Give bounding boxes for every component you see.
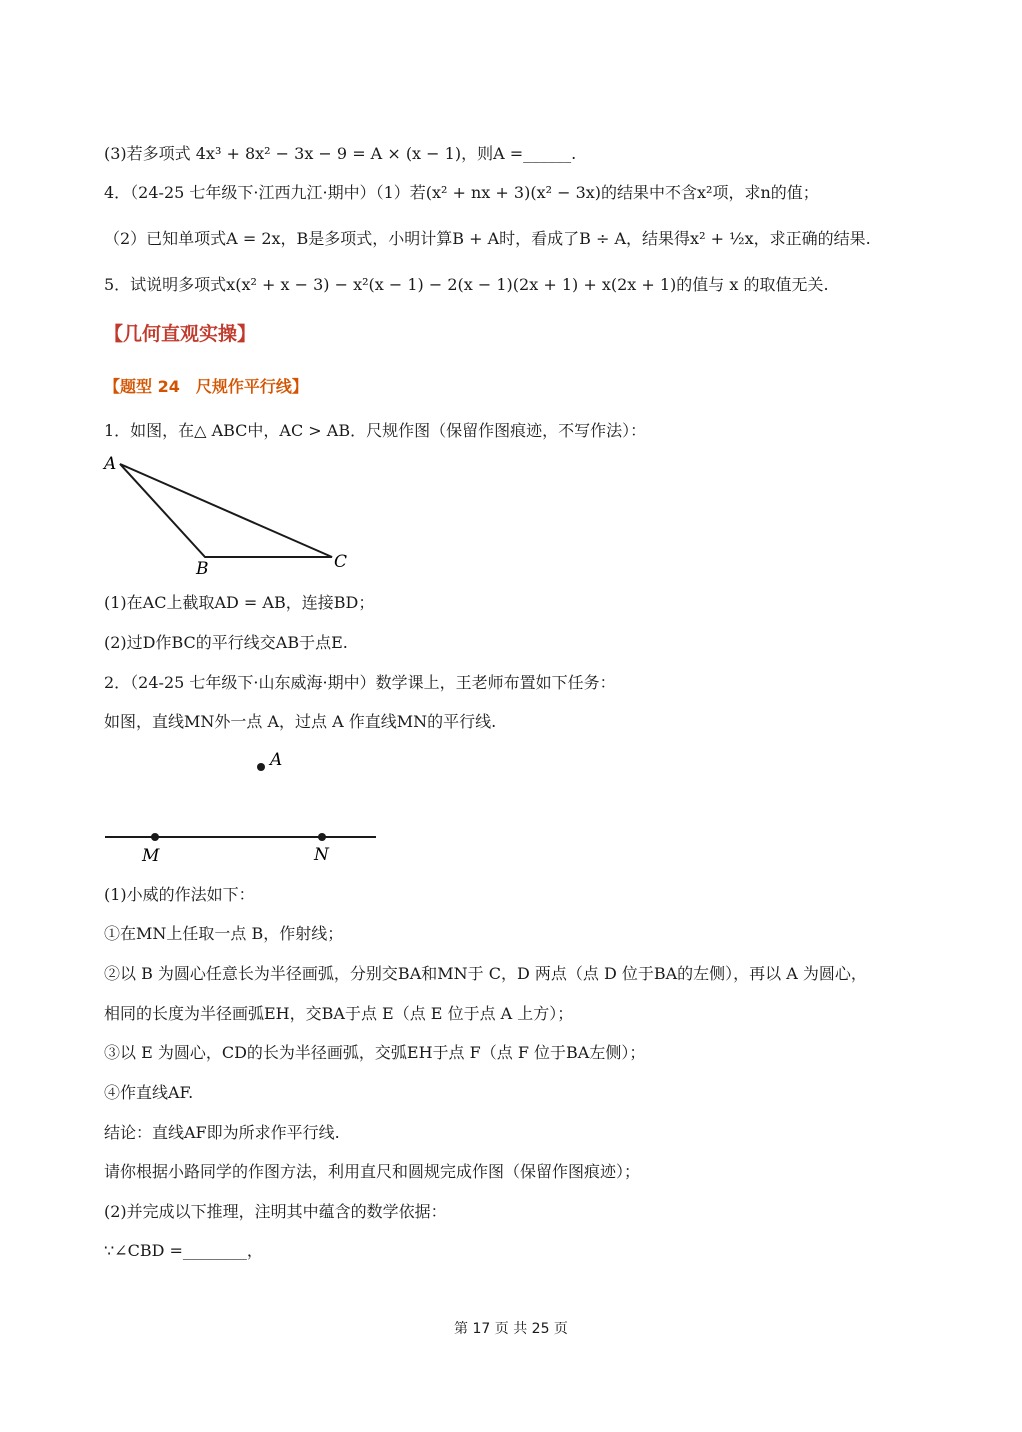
line-q5: 5．试说明多项式x(x² + x − 3) − x²(x − 1) − 2(x − 1)(2x + 1) + x(2x + 1)的值与 x 的取值无关.: [104, 275, 829, 294]
line-p1-2: (2)过D作BC的平行线交AB于点E.: [104, 633, 348, 652]
label-n: N: [314, 845, 329, 865]
line-p1-1: (1)在AC上截取AD = AB，连接BD；: [104, 593, 375, 612]
line-p2-intro: 如图，直线MN外一点 A，过点 A 作直线MN的平行线.: [104, 712, 497, 731]
line-step2: ②以 B 为圆心任意长为半径画弧，分别交BA和MN于 C，D 两点（点 D 位于BA的左侧），再以 A 为圆心，: [104, 964, 867, 983]
label-c: C: [334, 552, 348, 572]
subsection-title: 【题型 24 尺规作平行线】: [104, 377, 308, 396]
line-instruction: 请你根据小路同学的作图方法，利用直尺和圆规完成作图（保留作图痕迹）；: [104, 1162, 641, 1181]
label-a: A: [104, 454, 117, 474]
point-a: [257, 763, 265, 771]
line-figure: [100, 745, 390, 870]
line-reasoning: (2)并完成以下推理，注明其中蕴含的数学依据：: [104, 1202, 447, 1221]
line-step3: ③以 E 为圆心，CD的长为半径画弧，交弧EH于点 F（点 F 位于BA左侧）；: [104, 1043, 646, 1062]
label-b: B: [196, 559, 209, 579]
point-m: [151, 833, 159, 841]
triangle-abc: [120, 464, 332, 557]
line-p2: 2．（24-25 七年级下·山东威海·期中）数学课上，王老师布置如下任务：: [104, 673, 616, 692]
label-m: M: [142, 846, 160, 866]
label-a: A: [270, 750, 283, 770]
line-step4: ④作直线AF.: [104, 1083, 194, 1102]
line-step1: ①在MN上任取一点 B，作射线；: [104, 924, 344, 943]
triangle-figure: [100, 450, 360, 580]
line-because: ∵∠CBD =________，: [104, 1241, 263, 1260]
line-method: (1)小威的作法如下：: [104, 885, 255, 904]
page-footer: 第 17 页 共 25 页: [454, 1321, 568, 1337]
line-conclusion: 结论：直线AF即为所求作平行线.: [104, 1123, 340, 1142]
line-p1: 1．如图，在△ ABC中，AC > AB．尺规作图（保留作图痕迹，不写作法）：: [104, 421, 647, 440]
line-q4: 4．（24-25 七年级下·江西九江·期中）（1）若(x² + nx + 3)(x² − 3x)的结果中不含x²项，求n的值；: [104, 183, 819, 202]
point-n: [318, 833, 326, 841]
line-step2-cont: 相同的长度为半径画弧EH，交BA于点 E（点 E 位于点 A 上方）；: [104, 1004, 574, 1023]
line-q3: (3)若多项式 4x³ + 8x² − 3x − 9 = A × (x − 1)，则A =______.: [104, 144, 577, 163]
line-q4-2: （2）已知单项式A = 2x，B是多项式，小明计算B + A时，看成了B ÷ A，结果得x² + ½x，求正确的结果.: [104, 229, 871, 248]
section-title: 【几何直观实操】: [104, 323, 257, 345]
